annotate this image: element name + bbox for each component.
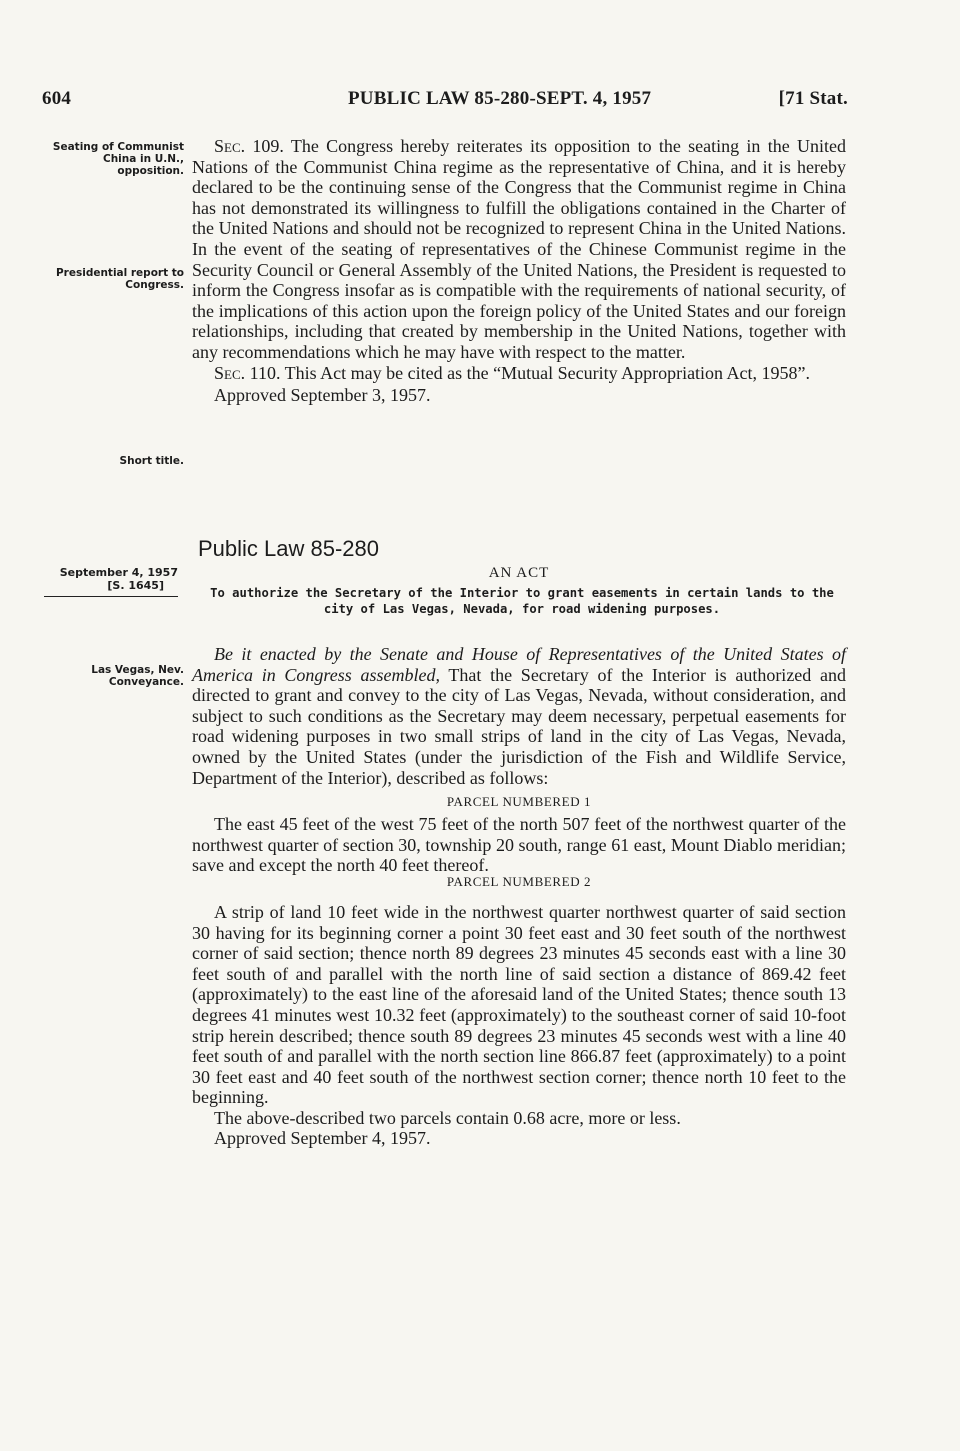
act-purpose: To authorize the Secretary of the Interior to grant easements in certain lands to the city of Las Vegas, Nevada, for road widening purposes. — [210, 586, 834, 616]
parcel-1-text: The east 45 feet of the west 75 feet of the north 507 feet of the northwest quarter of the northwest quarter of section 30, township 20 south, range 61 east, Mount Diablo meridian; save and except the north 40 feet thereof. — [192, 814, 846, 876]
enacting-clause: Be it enacted by the Senate and House of Representatives of the United States of America in Congress assembled, — [192, 644, 846, 685]
parcel-2-heading: PARCEL NUMBERED 2 — [446, 873, 592, 889]
approval-line-1: Approved September 3, 1957. — [214, 385, 431, 406]
section-110-label: Sec. 110. — [214, 362, 281, 383]
approval-line-2: Approved September 4, 1957. — [214, 1128, 431, 1149]
margin-note-seating: Seating of Communist China in U.N., opposition. — [52, 141, 184, 177]
public-law-title: Public Law 85-280 — [198, 536, 380, 561]
margin-note-short-title: Short title. — [119, 455, 184, 467]
parcel-1-heading: PARCEL NUMBERED 1 — [446, 794, 592, 810]
section-110-text: This Act may be cited as the “Mutual Security Appropriation Act, 1958”. — [284, 362, 811, 383]
header-title: PUBLIC LAW 85-280-SEPT. 4, 1957 — [348, 88, 652, 109]
section-110 — [192, 363, 846, 384]
bill-number: [S. 1645] — [107, 579, 164, 592]
an-act-heading: AN ACT — [488, 565, 550, 581]
enactment-date-note — [44, 566, 178, 592]
sections-block — [192, 136, 846, 406]
margin-note-presidential-report: Presidential report to Congress. — [55, 267, 184, 291]
closing-statement: The above-described two parcels contain 0.68 acre, more or less. — [214, 1107, 681, 1128]
page-number: 604 — [42, 88, 72, 109]
running-header — [42, 88, 848, 112]
section-109-label: Sec. 109. — [214, 136, 284, 156]
parcel-2-text: A strip of land 10 feet wide in the northwest quarter northwest quarter of said section 30 having for its beginning corner a point 30 feet east and 30 feet south of the northwest corner of said section; thence north 89 degrees 23 minutes 45 seconds east with a line 30 feet south of and parallel with the north line of said section a distance of 869.42 feet (approximately) to the east line of the aforesaid land of the United States; thence south 13 degrees 41 minutes west 10.32 feet (approximately) to the southeast corner of said 10-foot strip herein described; thence south 89 degrees 23 minutes 45 seconds west with a line 40 feet south of and parallel with the north section line 866.87 feet (approximately) to a point 30 feet east and 40 feet south of the northwest section corner; thence north 10 feet to the beginning. — [192, 901, 846, 1108]
act-body-text: That the Secretary of the Interior is authorized and directed to grant and convey to the city of Las Vegas, Nevada, without consideration, and subject to such conditions as the Secretary may deem necessary, perpetual easements for road widening purposes in two small strips of land in the city of Las Vegas, Nevada, owned by the United States (under the jurisdiction of the Fish and Wildlife Service, Department of the Interior), described as follows: — [192, 664, 847, 788]
act-body — [192, 644, 846, 1149]
enactment-date: September 4, 1957 — [59, 566, 178, 579]
section-109 — [192, 136, 846, 363]
enacting-paragraph — [192, 644, 846, 788]
margin-rule — [44, 596, 178, 597]
volume-reference: [71 Stat. — [778, 88, 848, 109]
margin-note-las-vegas: Las Vegas, Nev. Conveyance. — [91, 664, 184, 688]
section-109-text: The Congress hereby reiterates its opposition to the seating in the United Nations of the Communist China regime as the representative of China, and it is hereby declared to be the continuing sense of the Congress that the Communist regime in China has not demonstrated its willingness to fulfill the obligations contained in the Charter of the United Nations and should not be recognized to represent China in the United Nations. In the event of the seating of representatives of the Chinese Communist regime in the Security Council or General Assembly of the United Nations, the President is requested to inform the Congress insofar as is compatible with the requirements of national security, of the implications of this action upon the foreign policy of the United States and our foreign relationships, including that created by membership in the United Nations, together with any recommendations which he may have with respect to the matter. — [192, 136, 846, 362]
